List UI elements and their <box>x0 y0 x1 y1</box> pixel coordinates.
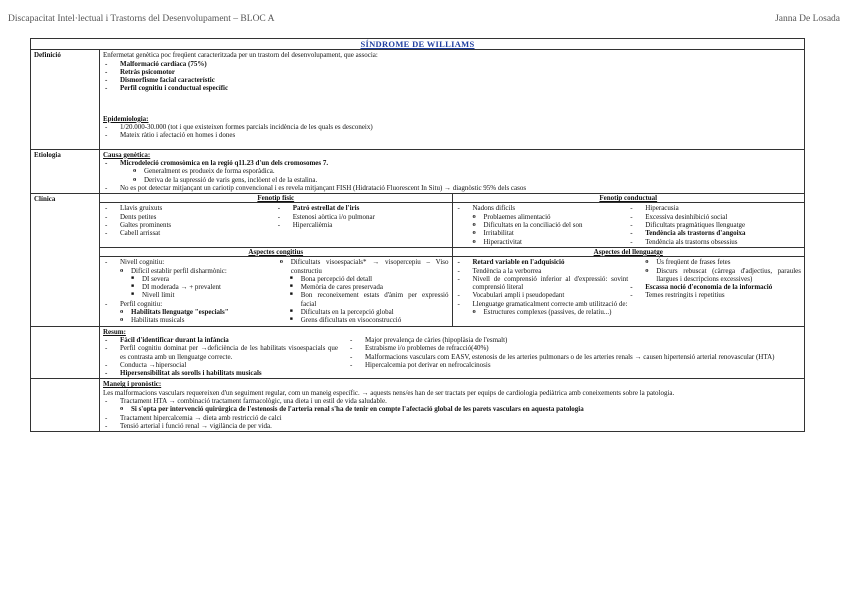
conductual-item: - Tendència als trastorns obsessius <box>628 238 801 246</box>
definicio-intro: Enfermetat genètica poc freqüent caracteritzada per un trastorn del desenvolupament, que associa: <box>103 51 378 60</box>
row-resum <box>31 326 805 379</box>
resum-item: - Fàcil d'identificar durant la infància <box>103 336 338 344</box>
definicio-item: - Malformació cardíaca (75%) <box>103 60 801 68</box>
maneig-sub-item: o Si s'opta per intervenció quirúrgica de l'estenosis de l'arteria renal s'ha de tenir en compte l'afectació global de les parets vasculars en aquesta patologia <box>120 405 801 413</box>
cognitius-item: - Nivell cognitiu: <box>103 258 276 266</box>
etiologia-main: - Microdeleció cromosòmica en la regió q11.23 d'un dels cromosomes 7. <box>103 159 801 167</box>
llenguatge-item: - Temes restringits i repetitius <box>628 291 801 299</box>
llenguatge-item: - Llenguatge gramaticalment correcte amb utilització de: <box>456 300 629 308</box>
definicio-item: - Retràs psicomotor <box>103 68 801 76</box>
conductual-sub-item: o Irritabilitat <box>473 229 629 237</box>
cognitius-square-item: ■ Dificultats en la percepció global <box>290 308 449 316</box>
cognitius-sub-item: o Habilitats musicals <box>120 316 276 324</box>
maneig-title: Maneig i pronòstic: <box>103 380 162 389</box>
label-clinica: Clínica <box>31 194 100 326</box>
definicio-list <box>103 60 801 93</box>
fenotip-conductual <box>452 194 805 247</box>
cognitius-item: - Perfil cognitiu: <box>103 300 276 308</box>
cognitius-square-item: ■ DI moderada → + prevalent <box>131 283 276 291</box>
maneig-intro: Les malformacions vasculars requereixen d'un seguiment regular, com un maneig específic. → aquests nens/es han de ser tractats per equips de cardiologia pediàtrica amb coneixements sobre la patologia. <box>103 388 675 397</box>
llenguatge-title: Aspectes del llenguatge <box>453 248 805 257</box>
syndrome-table <box>30 38 805 432</box>
cell-etiologia <box>100 149 805 193</box>
aspectes-cognitius <box>100 248 452 326</box>
etiologia-sub <box>103 167 801 184</box>
maneig-item: - Tractament hipercalcemia → dieta amb restricció de calci <box>103 414 801 422</box>
cognitius-square-item: ■ DI severa <box>131 275 276 283</box>
etiologia-title: Causa genètica: <box>103 150 151 159</box>
definicio-item: - Dismorfisme facial característic <box>103 76 801 84</box>
cognitius-square-item: ■ Bon reconeixement estats d'ànim per expressió facial <box>290 291 449 308</box>
epidemiologia-item: - Mateix ràtio i afectació en homes i dones <box>103 131 801 139</box>
header-left: Discapacitat Intel·lectual i Trastorns del Desenvolupament – BLOC A <box>8 14 275 24</box>
resum-title: Resum: <box>103 327 126 336</box>
cognitius-sub-item: o Habilitats llenguatge "especials" <box>120 308 276 316</box>
resum-item: - Estrabisme i/o problemes de refracció(40%) <box>348 344 801 352</box>
resum-item: - Hipersensibilitat als sorolls i habilitats musicals <box>103 369 338 377</box>
fisic-item: - Cabell arrissat <box>103 229 276 237</box>
conductual-item: - Nadons difícils <box>456 204 629 212</box>
label-etiologia: Etiologia <box>31 149 100 193</box>
fenotip-fisic <box>100 194 452 247</box>
fisic-item: - Estenosi aòrtica i/o pulmonar <box>276 213 449 221</box>
cognitius-title: Aspectes congitius <box>100 248 452 257</box>
fisic-item: - Llavis gruixuts <box>103 204 276 212</box>
etiologia-last: - No es pot detectar mitjançant un cariotip convencional i es revela mitjançant FISH (Hidratació Fluorescent In Situ) → diagnòstic 95% dels casos <box>103 184 801 192</box>
epidemiologia-list <box>103 123 801 140</box>
llenguatge-sub-item: o Ús freqüent de frases fetes <box>645 258 801 266</box>
epidemiologia-title: Epidemiologia: <box>103 114 149 123</box>
row-clinica <box>31 194 805 326</box>
llenguatge-item: - Retard variable en l'adquisició <box>456 258 629 266</box>
fisic-item: - Hipercalièmia <box>276 221 449 229</box>
resum-item: - Perfil cognitiu dominat per →deficiència de les habilitats visoespacials que es contrasta amb un llenguatge correcte. <box>103 344 338 361</box>
resum-item: - Malformacions vasculars com EASV, estenosis de les arteries pulmonars o de les arteries renals → causen hipertensió arterial renovascular (HTA) <box>348 353 801 361</box>
etiologia-sub-item: o Deriva de la supressió de varis gens, inclòent el de la estalina. <box>133 176 801 184</box>
conductual-item: - Hiperacusia <box>628 204 801 212</box>
conductual-sub-item: o Dificultats en la conciliació del son <box>473 221 629 229</box>
fisic-item: - Dents petites <box>103 213 276 221</box>
llenguatge-sub-item: o Estructures complexes (passives, de relatiu...) <box>473 308 629 316</box>
cell-clinica <box>100 194 805 326</box>
fenotip-conductual-title: Fenotip conductual <box>453 194 805 203</box>
cognitius-sub-item: o Dificultats visoespacials* → visopercepiu – Viso constructiu <box>280 258 449 275</box>
cognitius-square-item: ■ Nivell límit <box>131 291 276 299</box>
definicio-item: - Perfil cognitiu i conductual específic <box>103 84 801 92</box>
llenguatge-item: - Escassa noció d'economia de la informació <box>628 283 801 291</box>
cognitius-square-item: ■ Bona percepció del detall <box>290 275 449 283</box>
fisic-item: - Galtes prominents <box>103 221 276 229</box>
page-header <box>8 14 840 24</box>
cell-resum <box>100 326 805 379</box>
conductual-item: - Tendència als trastorns d'angoixa <box>628 229 801 237</box>
epidemiologia-item: - 1/20.000-30.000 (tot i que existeixen formes parcials incidència de les quals es desconeix) <box>103 123 801 131</box>
cell-maneig <box>100 379 805 432</box>
llenguatge-item: - Vocabulari ampli i pseudopedant <box>456 291 629 299</box>
conductual-item: - Excessiva desinhibició social <box>628 213 801 221</box>
row-definicio <box>31 50 805 149</box>
llenguatge-sub-item: o Discurs rebuscat (càrrega d'adjectius, paraules llargues i descripcions excessives) <box>645 267 801 284</box>
conductual-sub-item: o Problaemes alimentació <box>473 213 629 221</box>
cognitius-sub-item: o Difícil establir perfil disharmònic: <box>120 267 276 275</box>
etiologia-list <box>103 159 801 167</box>
llenguatge-item: - Nivell de comprensió inferior al d'expressió: sovint comprensió literal <box>456 275 629 292</box>
cognitius-square-item: ■ Grens dificultats en visoconstrucció <box>290 316 449 324</box>
row-maneig <box>31 379 805 432</box>
etiologia-sub-item: o Generalment es produeix de forma esporàdica. <box>133 167 801 175</box>
resum-item: - Conducta →hipersocial <box>103 361 338 369</box>
conductual-sub-item: o Hiperactivitat <box>473 238 629 246</box>
header-right: Janna De Losada <box>775 14 840 24</box>
table-title: SÍNDROME DE WILLIAMS <box>31 39 805 50</box>
conductual-item: - Dificultats pragmàtiques llenguatge <box>628 221 801 229</box>
maneig-item: - Tensió arterial i funció renal → vigilància de per vida. <box>103 422 801 430</box>
maneig-item: - Tractament HTA → combinació tractament farmacològic, una dieta i un estil de vida saludable. <box>103 397 801 405</box>
label-definicio: Definició <box>31 50 100 149</box>
fisic-item: - Patró estrellat de l'iris <box>276 204 449 212</box>
row-etiologia <box>31 149 805 193</box>
cognitius-square-item: ■ Memòria de cares preservada <box>290 283 449 291</box>
llenguatge-item: - Tendència a la verborrea <box>456 267 629 275</box>
fenotip-fisic-title: Fenotip físic <box>100 194 452 203</box>
resum-item: - Hipercalcemia pot derivar en nefrocalcinosis <box>348 361 801 369</box>
aspectes-llenguatge <box>452 248 805 326</box>
cell-definicio <box>100 50 805 149</box>
resum-item: - Major prevalença de càries (hipoplàsia de l'esmalt) <box>348 336 801 344</box>
